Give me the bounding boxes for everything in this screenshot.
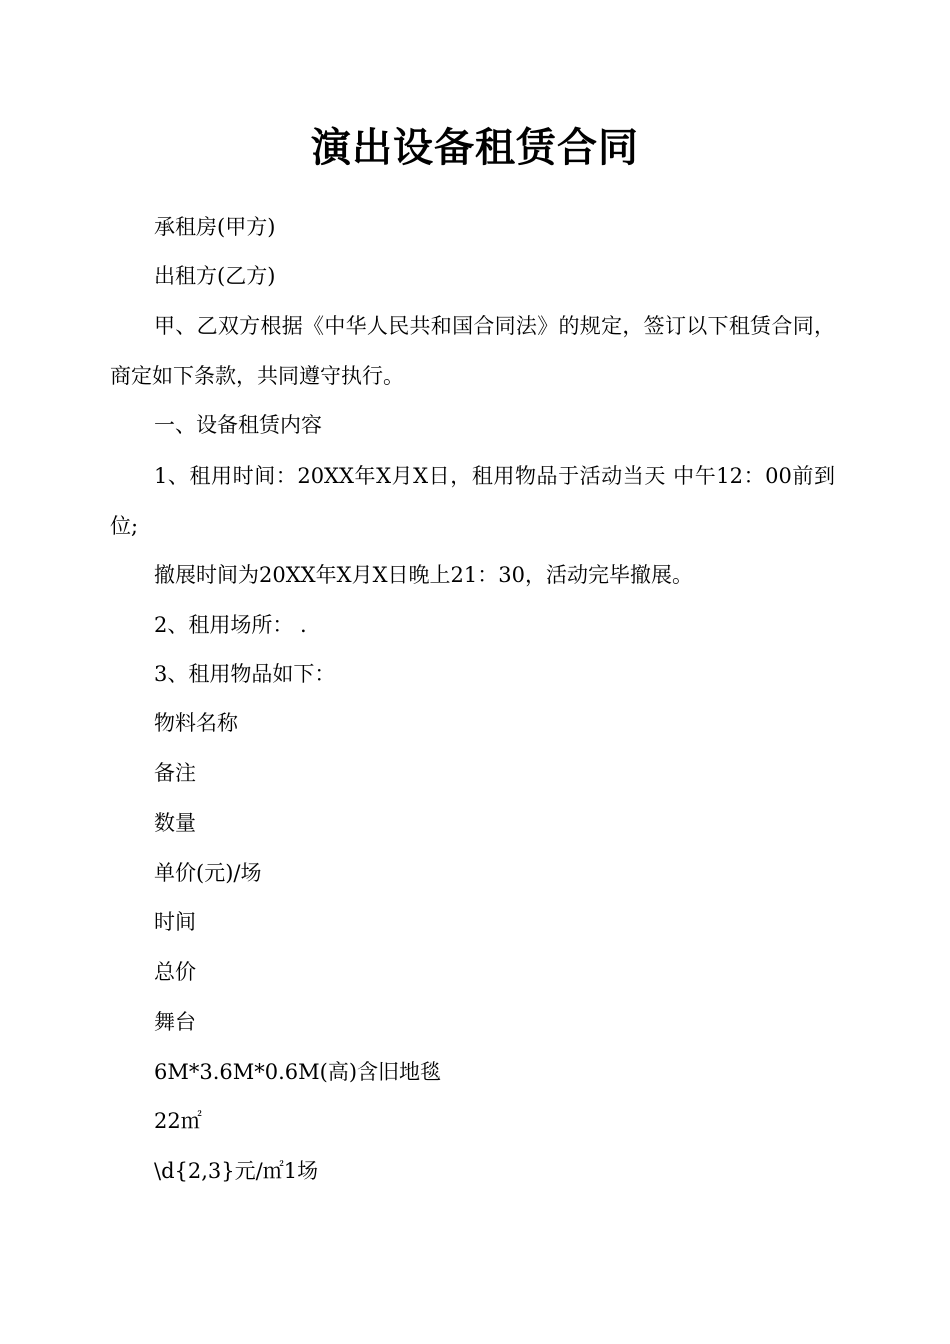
table-cell-stage-price: \d{2,3}元/㎡1场 [154,1159,319,1183]
lessor-line: 出租方(乙方) [154,264,276,288]
rental-time-paragraph: 1、租用时间：20XX年X月X日，租用物品于活动当天 中午12：00前到位; [110,464,835,538]
table-header-unit-price: 单价(元)/场 [154,861,262,885]
rental-venue-line: 2、租用场所： . [154,613,307,637]
preamble-paragraph: 甲、乙双方根据《中华人民共和国合同法》的规定，签订以下租赁合同，商定如下条款，共同遵守执行。 [110,314,835,388]
rental-items-line: 3、租用物品如下： [154,662,336,686]
table-header-remarks: 备注 [154,761,196,785]
table-cell-stage: 舞台 [154,1010,196,1034]
table-header-total: 总价 [154,960,196,984]
table-header-time: 时间 [154,910,196,934]
document-title: 演出设备租赁合同 [311,125,639,171]
table-cell-stage-area: 22㎡ [154,1109,202,1133]
lessee-line: 承租房(甲方) [154,215,276,239]
table-cell-stage-spec: 6M*3.6M*0.6M(高)含旧地毯 [154,1060,442,1084]
teardown-time-line: 撤展时间为20XX年X月X日晚上21：30，活动完毕撤展。 [154,563,693,587]
section-heading-rental-content: 一、设备租赁内容 [154,413,322,437]
table-header-item-name: 物料名称 [154,711,238,735]
table-header-quantity: 数量 [154,811,196,835]
